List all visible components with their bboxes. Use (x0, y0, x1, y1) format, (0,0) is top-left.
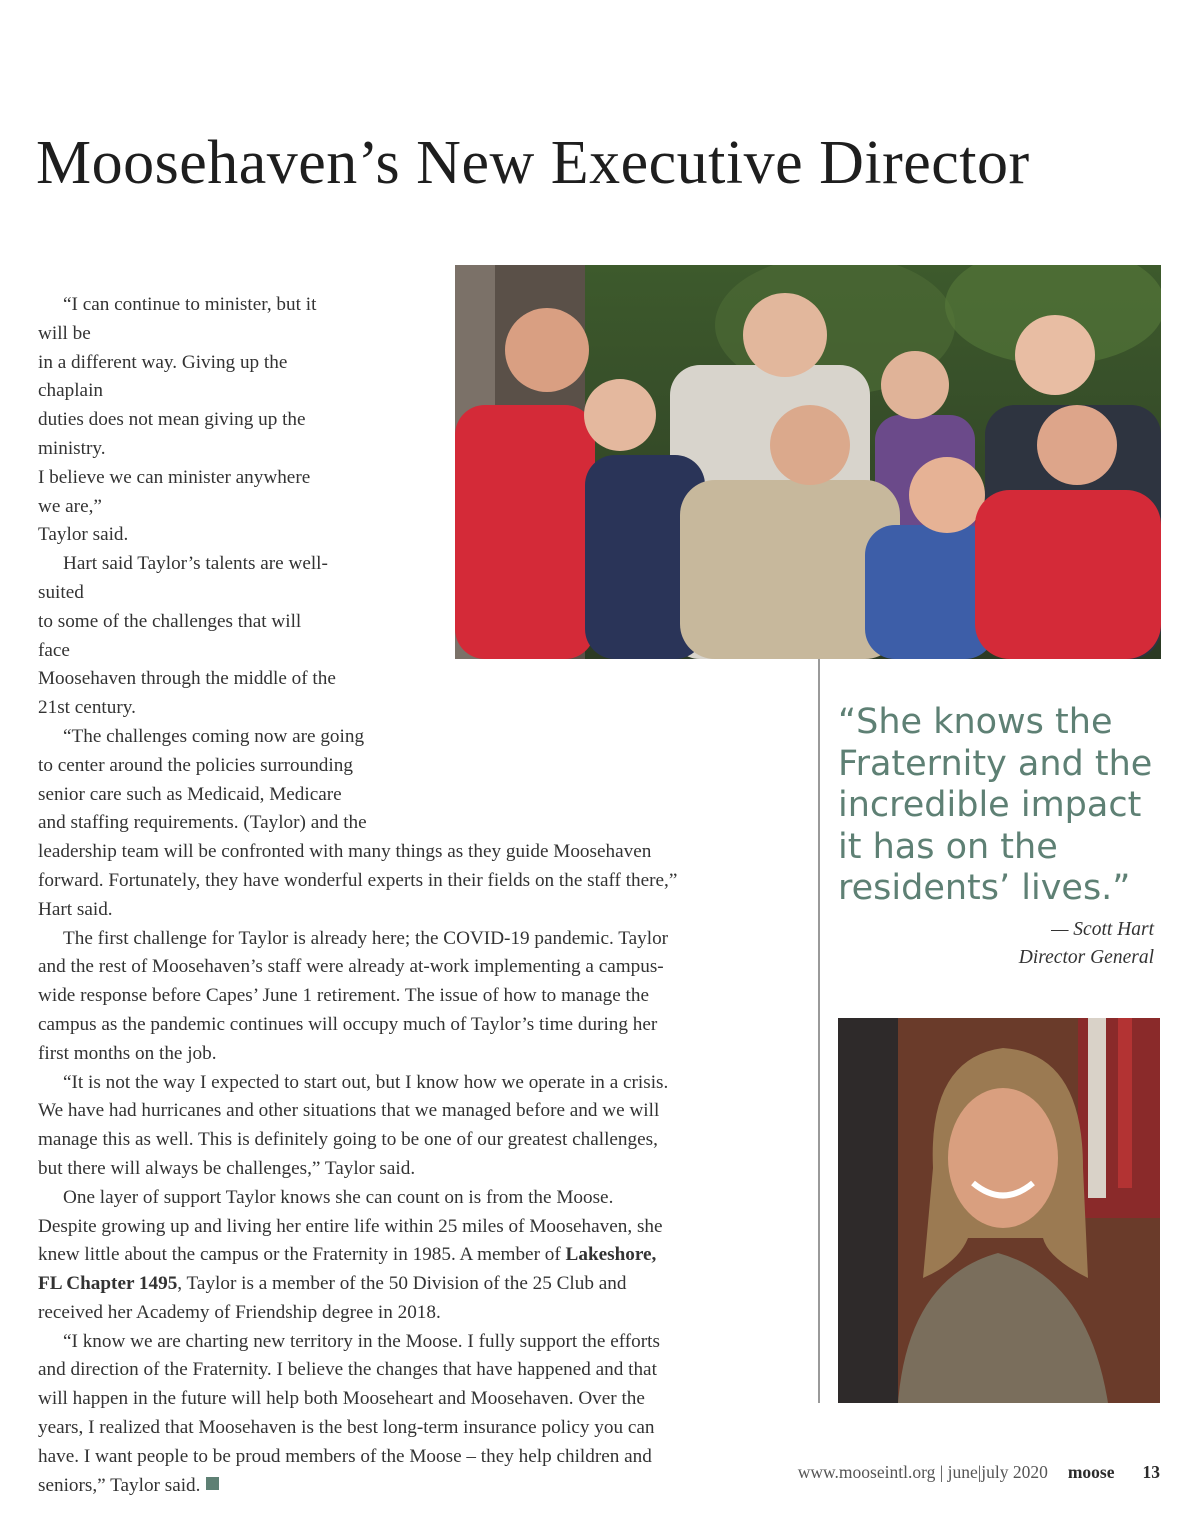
quote-attribution (1019, 916, 1154, 972)
paragraph-4 (38, 925, 677, 1069)
text-line: and direction of the Fraternity. I believe the changes that have happened and that (38, 1359, 657, 1381)
paragraph-7 (38, 1328, 677, 1501)
column-divider (818, 659, 820, 1403)
text-line: have. I want people to be proud members of the Moose – they help children and (38, 1445, 652, 1467)
text-line: We have had hurricanes and other situations that we managed before and we will (38, 1100, 660, 1122)
text-line: forward. Fortunately, they have wonderful experts in their fields on the staff there,” (38, 869, 678, 891)
chapter-name-bold: FL Chapter 1495 (38, 1273, 178, 1295)
page-footer (798, 1462, 1160, 1483)
text-line (38, 1241, 677, 1270)
text-line (38, 1270, 677, 1299)
pull-quote-line: it has on the (838, 826, 1058, 867)
text-line: duties does not mean giving up the ministry. (38, 409, 306, 459)
text-line: leadership team will be confronted with many things as they guide Moosehaven (38, 841, 652, 863)
text-line: “I know we are charting new territory in the Moose. I fully support the efforts (63, 1330, 660, 1352)
chapter-name-bold: Lakeshore, (565, 1244, 657, 1266)
pull-quote-line: Fraternity and the (838, 743, 1153, 784)
pull-quote (838, 702, 1168, 910)
text-line: “The challenges coming now are going (63, 725, 365, 747)
paragraph-3 (38, 723, 677, 925)
text-line: wide response before Capes’ June 1 retirement. The issue of how to manage the (38, 985, 649, 1007)
text-segment: seniors,” Taylor said. (38, 1474, 201, 1496)
text-segment: knew little about the campus or the Fraternity in 1985. A member of (38, 1244, 566, 1266)
text-line: Moosehaven through the middle of the (38, 668, 336, 690)
pull-quote-line: residents’ lives.” (838, 868, 1131, 908)
text-line: to some of the challenges that will face (38, 610, 302, 661)
text-line: Hart said. (38, 898, 113, 920)
text-line: The first challenge for Taylor is already here; the COVID-19 pandemic. Taylor (63, 927, 669, 949)
text-line: 21st century. (38, 697, 136, 719)
article-body (38, 291, 677, 1500)
paragraph-5 (38, 1069, 677, 1184)
text-line: One layer of support Taylor knows she can count on is from the Moose. (63, 1186, 614, 1208)
end-mark-icon (206, 1477, 219, 1490)
text-segment: , Taylor is a member of the 50 Division of the 25 Club and (177, 1273, 627, 1295)
text-line: will happen in the future will help both Mooseheart and Moosehaven. Over the (38, 1388, 645, 1410)
text-line: “I can continue to minister, but it will be (38, 294, 317, 344)
text-line: years, I realized that Moosehaven is the best long-term insurance policy you can (38, 1417, 655, 1439)
text-line: received her Academy of Friendship degree in 2018. (38, 1301, 441, 1323)
pull-quote-line: incredible impact (838, 785, 1142, 825)
text-line: to center around the policies surrounding (38, 754, 353, 776)
text-line: Despite growing up and living her entire life within 25 miles of Moosehaven, she (38, 1215, 663, 1237)
portrait-illustration (838, 1018, 1160, 1403)
footer-url-date: www.mooseintl.org | june|july 2020 (797, 1462, 1048, 1482)
text-line: “It is not the way I expected to start out, but I know how we operate in a crisis. (63, 1071, 669, 1093)
article-title: Moosehaven’s New Executive Director (36, 129, 1030, 197)
portrait-photo (838, 1018, 1160, 1403)
magazine-brand: moose (1067, 1462, 1115, 1482)
text-line: I believe we can minister anywhere we are,” (38, 466, 311, 517)
text-line: in a different way. Giving up the chaplain (38, 351, 288, 402)
text-line: campus as the pandemic continues will occupy much of Taylor’s time during her (38, 1013, 658, 1035)
quote-author: — Scott Hart (1051, 919, 1154, 940)
pull-quote-line: “She knows the (838, 702, 1113, 742)
text-line: manage this as well. This is definitely going to be one of our greatest challenges, (38, 1129, 658, 1151)
page-number: 13 (1142, 1462, 1160, 1482)
text-line: senior care such as Medicaid, Medicare (38, 783, 342, 805)
photo-float-spacer (332, 291, 677, 659)
text-line: first months on the job. (38, 1042, 217, 1064)
text-line: and staffing requirements. (Taylor) and the (38, 812, 367, 834)
paragraph-6 (38, 1184, 677, 1328)
text-line: Taylor said. (38, 524, 129, 546)
text-line: Hart said Taylor’s talents are well-suited (38, 553, 328, 603)
text-line (38, 1472, 677, 1501)
text-line: and the rest of Moosehaven’s staff were already at-work implementing a campus- (38, 956, 664, 978)
quote-author-role: Director General (1018, 947, 1154, 968)
text-line: but there will always be challenges,” Taylor said. (38, 1157, 416, 1179)
